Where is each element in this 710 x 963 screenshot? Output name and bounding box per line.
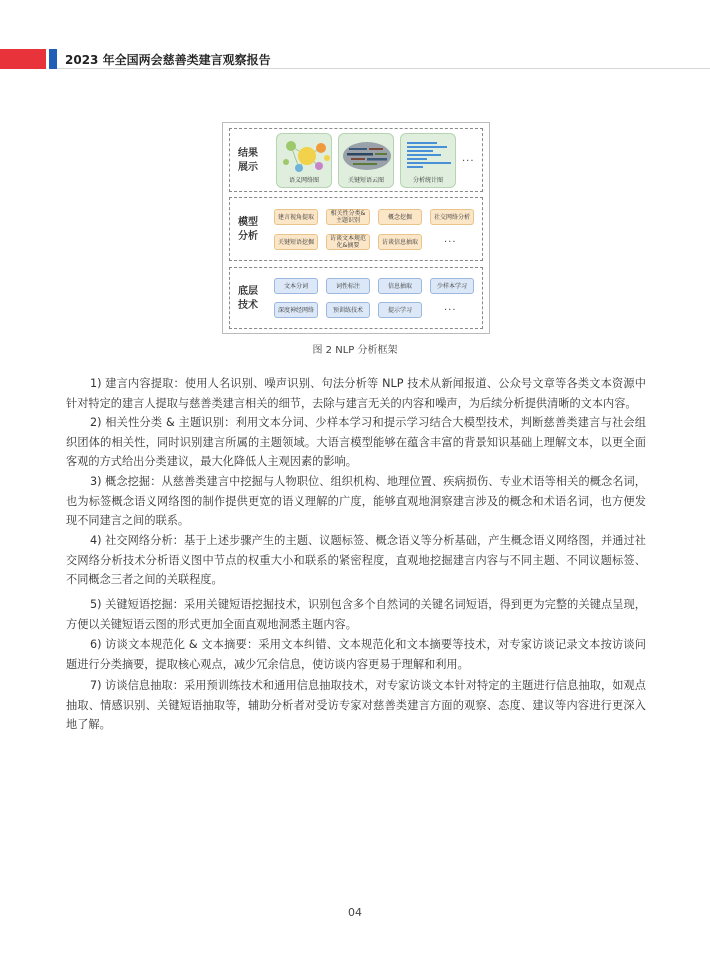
tag-deep-neural-net: 深度神经网络 <box>274 302 318 318</box>
semantic-network-caption: 语义网络图 <box>288 177 319 184</box>
layer-model <box>229 197 483 261</box>
report-title: 2023 年全国两会慈善类建言观察报告 <box>65 53 271 67</box>
tag-relevance-topic: 相关性分类&主题识别 <box>326 209 370 225</box>
paragraph-2: 2) 相关性分类 & 主题识别：利用文本分词、少样本学习和提示学习结合大模型技术，判断慈善类建言与社会组织团体的相关性，同时识别建言所属的主题领域。大语言模型能够在蕴含丰富的背景知识基础上理解文本，以更全面客观的方式给出分类建议，最大化降低人主观因素的影响。 <box>66 416 646 468</box>
paragraph-4: 4) 社交网络分析：基于上述步骤产生的主题、议题标签、概念语义等分析基础，产生概念语义网络图，并通过社交网络分析技术分析语义图中节点的权重大小和联系的紧密程度，直观地挖掘建言内容与不同主题、不同议题标签、不同概念三者之间的关联程度。 <box>66 534 646 586</box>
tag-info-extraction: 信息抽取 <box>378 278 422 294</box>
figure-caption: 图 2 NLP 分析框架 <box>312 345 398 356</box>
paragraph-7: 7) 访谈信息抽取：采用预训练技术和通用信息抽取技术，对专家访谈文本针对特定的主题进行信息抽取，如观点抽取、情感识别、关键短语抽取等，辅助分析者对受访专家对慈善类建言方面的观察、态度、建议等内容进行更深入地了解。 <box>66 679 646 731</box>
paragraph-3: 3) 概念挖掘：从慈善类建言中挖掘与人物职位、组织机构、地理位置、疾病损伤、专业术语等相关的概念名词，也为标签概念语义网络图的制作提供更宽的语义理解的广度，能够直观地洞察建言涉及的概念和术语名词，也方便发现不同建言之间的联系。 <box>66 475 646 527</box>
word-cloud-icon <box>339 134 394 178</box>
result-more: ... <box>462 153 475 164</box>
tag-social-network: 社交网络分析 <box>430 209 474 225</box>
page-number: 04 <box>348 906 362 919</box>
model-more: ... <box>444 234 457 245</box>
layer-result <box>229 128 483 192</box>
tag-concept-mining: 概念挖掘 <box>378 209 422 225</box>
tag-few-shot: 少样本学习 <box>430 278 474 294</box>
semantic-network-thumbnail <box>276 133 332 188</box>
statistics-chart-caption: 分析统计图 <box>412 177 443 184</box>
layer-model-label: 模型分析 <box>238 217 258 242</box>
tag-pos-tagging: 词性标注 <box>326 278 370 294</box>
tag-pretraining: 预训练技术 <box>326 302 370 318</box>
network-graph-icon <box>277 134 332 178</box>
paragraph-5: 5) 关键短语挖掘：采用关键短语挖掘技术，识别包含多个自然词的关键名词短语，得到更为完整的关键点呈现，方便以关键短语云图的形式更加全面直观地洞悉主题内容。 <box>66 598 646 631</box>
keyphrase-cloud-caption: 关键短语云图 <box>347 177 384 184</box>
paragraph-6: 6) 访谈文本规范化 & 文本摘要：采用文本纠错、文本规范化和文本摘要等技术，对专家访谈记录文本按访谈问题进行分类摘要，提取核心观点，减少冗余信息，使访谈内容更易于理解和利用。 <box>66 638 646 671</box>
statistics-chart-thumbnail <box>400 133 456 188</box>
header-divider <box>57 68 710 69</box>
tag-word-segmentation: 文本分词 <box>274 278 318 294</box>
paragraph-1: 1) 建言内容提取：使用人名识别、噪声识别、句法分析等 NLP 技术从新闻报道、公众号文章等各类文本资源中针对特定的建言人提取与慈善类建言相关的细节，去除与建言无关的内容和噪声，为后续分析提供清晰的文本内容。 <box>66 377 646 410</box>
tag-interview-normalize: 访谈文本规范化&摘要 <box>326 234 370 250</box>
tag-keyphrase-mining: 关键短语挖掘 <box>274 234 318 250</box>
tag-prompt-learning: 提示学习 <box>378 302 422 318</box>
header-red-bar <box>0 49 46 69</box>
header-blue-bar <box>49 49 57 69</box>
layer-base-label: 底层技术 <box>238 286 258 311</box>
tag-interview-extraction: 访谈信息抽取 <box>378 234 422 250</box>
keyphrase-cloud-thumbnail <box>338 133 394 188</box>
bar-chart-icon <box>401 134 456 178</box>
base-more: ... <box>444 302 457 313</box>
nlp-framework-figure <box>222 122 490 334</box>
layer-result-label: 结果展示 <box>238 148 258 173</box>
tag-proposal-extraction: 建言视角提取 <box>274 209 318 225</box>
layer-base <box>229 267 483 329</box>
